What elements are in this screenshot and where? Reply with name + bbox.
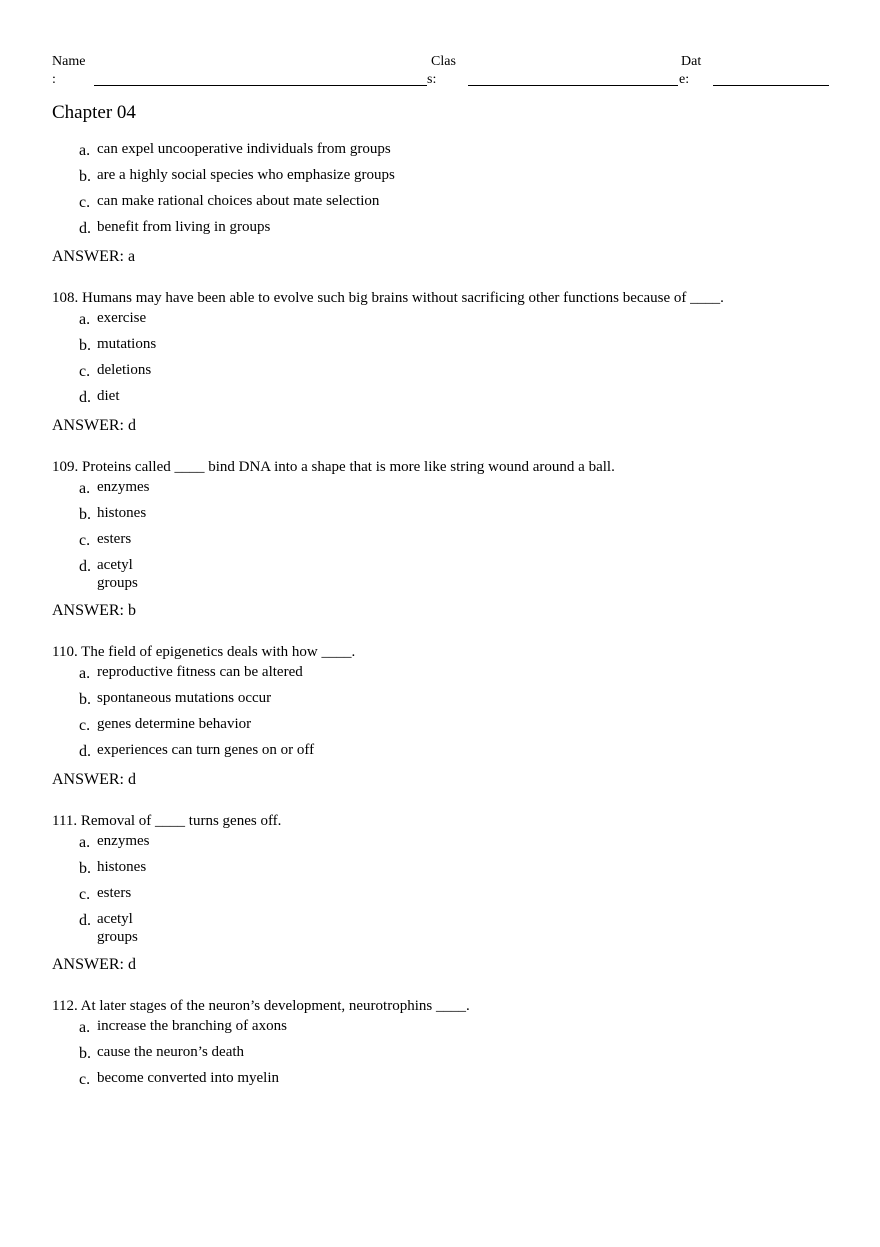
name-label: Name: [52, 54, 86, 69]
option-c: [79, 884, 852, 904]
option-letter: b.: [79, 860, 91, 877]
question-continued: [52, 140, 852, 267]
option-letter: a.: [79, 1019, 91, 1036]
option-text: can expel uncooperative individuals from groups: [97, 141, 391, 157]
option-text: histones: [97, 859, 147, 875]
option-d: [79, 556, 852, 592]
option-letter: c.: [79, 717, 91, 734]
question-text: 110. The field of epigenetics deals with how ____.: [52, 644, 356, 660]
option-list: [52, 1017, 852, 1089]
option-c: [79, 192, 852, 212]
option-letter: a.: [79, 311, 91, 328]
class-label: Clas: [431, 54, 456, 69]
option-text: cause the neuron’s death: [97, 1044, 245, 1060]
answer-line: ANSWER: d: [52, 956, 136, 973]
question-text: 108. Humans may have been able to evolve such big brains without sacrificing other functions because of ____.: [52, 290, 724, 306]
option-letter: d.: [79, 912, 91, 929]
option-d: [79, 387, 852, 407]
option-letter: a.: [79, 480, 91, 497]
option-list: [52, 832, 852, 946]
option-letter: b.: [79, 1045, 91, 1062]
question-111: [52, 811, 852, 975]
option-letter: d.: [79, 389, 91, 406]
option-text: esters: [97, 531, 132, 547]
option-c: [79, 715, 852, 735]
chapter-title: Chapter 04: [52, 102, 136, 123]
option-c: [79, 1069, 852, 1089]
name-label-colon: :: [52, 72, 56, 87]
option-b: [79, 335, 852, 355]
option-a: [79, 309, 852, 329]
option-c: [79, 361, 852, 381]
option-letter: b.: [79, 506, 91, 523]
option-letter: d.: [79, 743, 91, 760]
question-109: [52, 457, 852, 621]
option-list: [52, 309, 852, 407]
option-b: [79, 504, 852, 524]
option-text: can make rational choices about mate selection: [97, 193, 380, 209]
option-text: enzymes: [97, 833, 150, 849]
date-label: Dat: [681, 54, 702, 69]
option-letter: b.: [79, 168, 91, 185]
option-b: [79, 1043, 852, 1063]
option-a: [79, 1017, 852, 1037]
class-blank-line: [468, 85, 678, 86]
option-text: enzymes: [97, 479, 150, 495]
option-text: histones: [97, 505, 147, 521]
option-letter: d.: [79, 558, 91, 575]
question-text: 109. Proteins called ____ bind DNA into a shape that is more like string wound around a ball.: [52, 459, 615, 475]
question-list: [52, 139, 852, 1089]
option-letter: a.: [79, 834, 91, 851]
option-letter: d.: [79, 220, 91, 237]
option-text: genes determine behavior: [97, 716, 252, 732]
question-108: [52, 288, 852, 436]
date-blank-line: [713, 85, 829, 86]
option-d: [79, 910, 852, 946]
question-text: 112. At later stages of the neuron’s development, neurotrophins ____.: [52, 998, 470, 1014]
option-letter: b.: [79, 691, 91, 708]
option-text: increase the branching of axons: [97, 1018, 287, 1034]
question-110: [52, 642, 852, 790]
option-letter: c.: [79, 532, 91, 549]
option-a: [79, 478, 852, 498]
question-112: [52, 996, 852, 1089]
option-letter: c.: [79, 194, 91, 211]
question-text: 111. Removal of ____ turns genes off.: [52, 813, 282, 829]
option-a: [79, 140, 852, 160]
name-blank-line: [94, 85, 427, 86]
option-text: benefit from living in groups: [97, 219, 271, 235]
option-letter: a.: [79, 142, 91, 159]
option-letter: b.: [79, 337, 91, 354]
option-text: are a highly social species who emphasize groups: [97, 167, 395, 183]
option-list: [52, 140, 852, 238]
option-b: [79, 166, 852, 186]
option-b: [79, 689, 852, 709]
option-a: [79, 832, 852, 852]
answer-line: ANSWER: d: [52, 771, 136, 788]
option-list: [52, 478, 852, 592]
option-text: deletions: [97, 362, 152, 378]
option-d: [79, 218, 852, 238]
option-b: [79, 858, 852, 878]
date-label-suffix: e:: [679, 72, 690, 87]
option-c: [79, 530, 852, 550]
option-text: acetyl groups: [97, 557, 138, 591]
answer-line: ANSWER: b: [52, 602, 136, 619]
option-letter: c.: [79, 363, 91, 380]
option-text: mutations: [97, 336, 157, 352]
answer-line: ANSWER: d: [52, 417, 136, 434]
option-list: [52, 663, 852, 761]
option-text: esters: [97, 885, 132, 901]
option-letter: c.: [79, 1071, 91, 1088]
option-letter: c.: [79, 886, 91, 903]
option-text: experiences can turn genes on or off: [97, 742, 315, 758]
option-text: reproductive fitness can be altered: [97, 664, 303, 680]
option-d: [79, 741, 852, 761]
option-text: become converted into myelin: [97, 1070, 280, 1086]
option-text: diet: [97, 388, 120, 404]
option-text: exercise: [97, 310, 147, 326]
option-text: spontaneous mutations occur: [97, 690, 272, 706]
option-text: acetyl groups: [97, 911, 138, 945]
answer-line: ANSWER: a: [52, 248, 136, 265]
class-label-suffix: s:: [427, 72, 437, 87]
option-a: [79, 663, 852, 683]
option-letter: a.: [79, 665, 91, 682]
